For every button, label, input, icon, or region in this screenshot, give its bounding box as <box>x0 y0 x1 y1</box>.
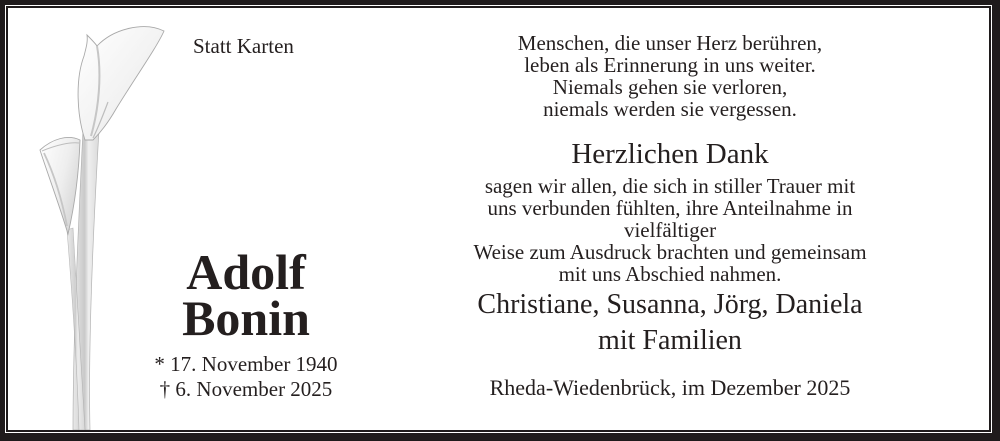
mourners <box>440 287 900 359</box>
death-date-line: † 6. November 2025 <box>159 377 333 401</box>
thanks-line-3: Weise zum Ausdruck brachten und gemeinsam <box>473 240 867 264</box>
thanks-heading: Herzlichen Dank <box>571 138 769 170</box>
poem-line-1: Menschen, die unser Herz berühren, <box>517 31 823 55</box>
poem-line-2: leben als Erinnerung in uns weiter. <box>524 53 816 77</box>
statt-karten-label: Statt Karten <box>193 34 294 58</box>
birth-date-line: * 17. November 1940 <box>154 352 338 376</box>
mourners-names-line: Christiane, Susanna, Jörg, Daniela <box>477 289 863 320</box>
place-date-line: Rheda-Wiedenbrück, im Dezember 2025 <box>489 375 851 400</box>
poem-line-3: Niemals gehen sie verloren, <box>552 75 788 99</box>
thanks-line-4: mit uns Abschied nahmen. <box>558 262 782 286</box>
deceased-first-name: Adolf <box>186 244 306 300</box>
life-dates <box>128 352 364 402</box>
deceased-last-name: Bonin <box>182 290 310 346</box>
mourners-families-line: mit Familien <box>598 325 742 356</box>
poem-line-4: niemals werden sie vergessen. <box>543 97 797 121</box>
deceased-name <box>128 244 364 346</box>
thanks-line-1: sagen wir allen, die sich in stiller Trauer mit <box>484 174 856 198</box>
memorial-poem <box>440 32 900 120</box>
thanks-text <box>440 175 900 285</box>
thanks-line-2: uns verbunden fühlten, ihre Anteilnahme in vielfältiger <box>487 196 853 242</box>
